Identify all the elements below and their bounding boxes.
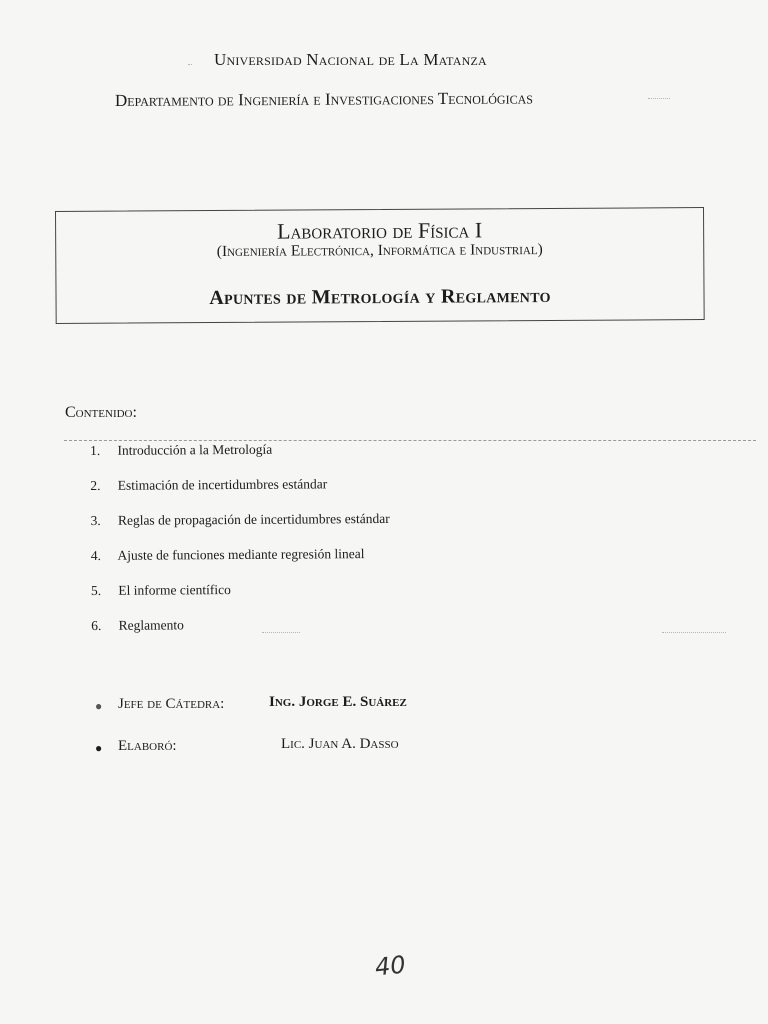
toc-item-label: Introducción a la Metrología <box>117 441 273 458</box>
title-box <box>55 207 705 324</box>
university-name: Universidad Nacional de La Matanza <box>214 50 487 69</box>
toc-item-label: Estimación de incertidumbres estándar <box>117 476 328 493</box>
lab-subtitle: (Ingeniería Electrónica, Informática e Industrial) <box>216 241 543 261</box>
toc-item <box>91 616 390 653</box>
table-of-contents <box>90 441 391 653</box>
scan-speck <box>188 64 192 65</box>
scan-speck <box>262 632 300 633</box>
toc-item <box>90 441 389 478</box>
toc-item-label: Reglas de propagación de incertidumbres estándar <box>117 510 390 528</box>
toc-item-number: 3. <box>90 512 101 528</box>
handwritten-page-number: 40 <box>373 950 407 982</box>
toc-item-number: 4. <box>90 547 101 563</box>
toc-item-number: 2. <box>90 477 101 493</box>
toc-item-label: El informe científico <box>118 582 231 598</box>
scan-speck <box>648 98 670 99</box>
bullet-icon: ● <box>95 741 103 755</box>
department-name: Departamento de Ingeniería e Investigaciones Tecnológicas <box>114 88 533 110</box>
lab-title: Laboratorio de Física I <box>277 217 483 244</box>
chair-value: Ing. Jorge E. Suárez <box>269 694 407 710</box>
contents-heading: Contenido: <box>65 404 137 421</box>
toc-item-number: 6. <box>91 617 102 633</box>
toc-item <box>91 581 390 618</box>
toc-item-label: Ajuste de funciones mediante regresión lineal <box>117 546 365 563</box>
prepared-by-value: Lic. Juan A. Dasso <box>281 736 399 752</box>
bullet-icon: ● <box>95 699 103 713</box>
toc-item <box>91 546 390 583</box>
chair-label: Jefe de Cátedra: <box>118 696 225 712</box>
notes-title: Apuntes de Metrología y Reglamento <box>209 284 551 310</box>
toc-item-number: 1. <box>90 442 101 458</box>
toc-item-number: 5. <box>90 582 102 598</box>
toc-item <box>90 476 389 513</box>
scan-speck <box>662 632 726 633</box>
contents-divider <box>64 440 756 441</box>
toc-item-label: Reglamento <box>118 617 184 633</box>
prepared-by-label: Elaboró: <box>118 738 177 754</box>
toc-item <box>90 511 389 548</box>
